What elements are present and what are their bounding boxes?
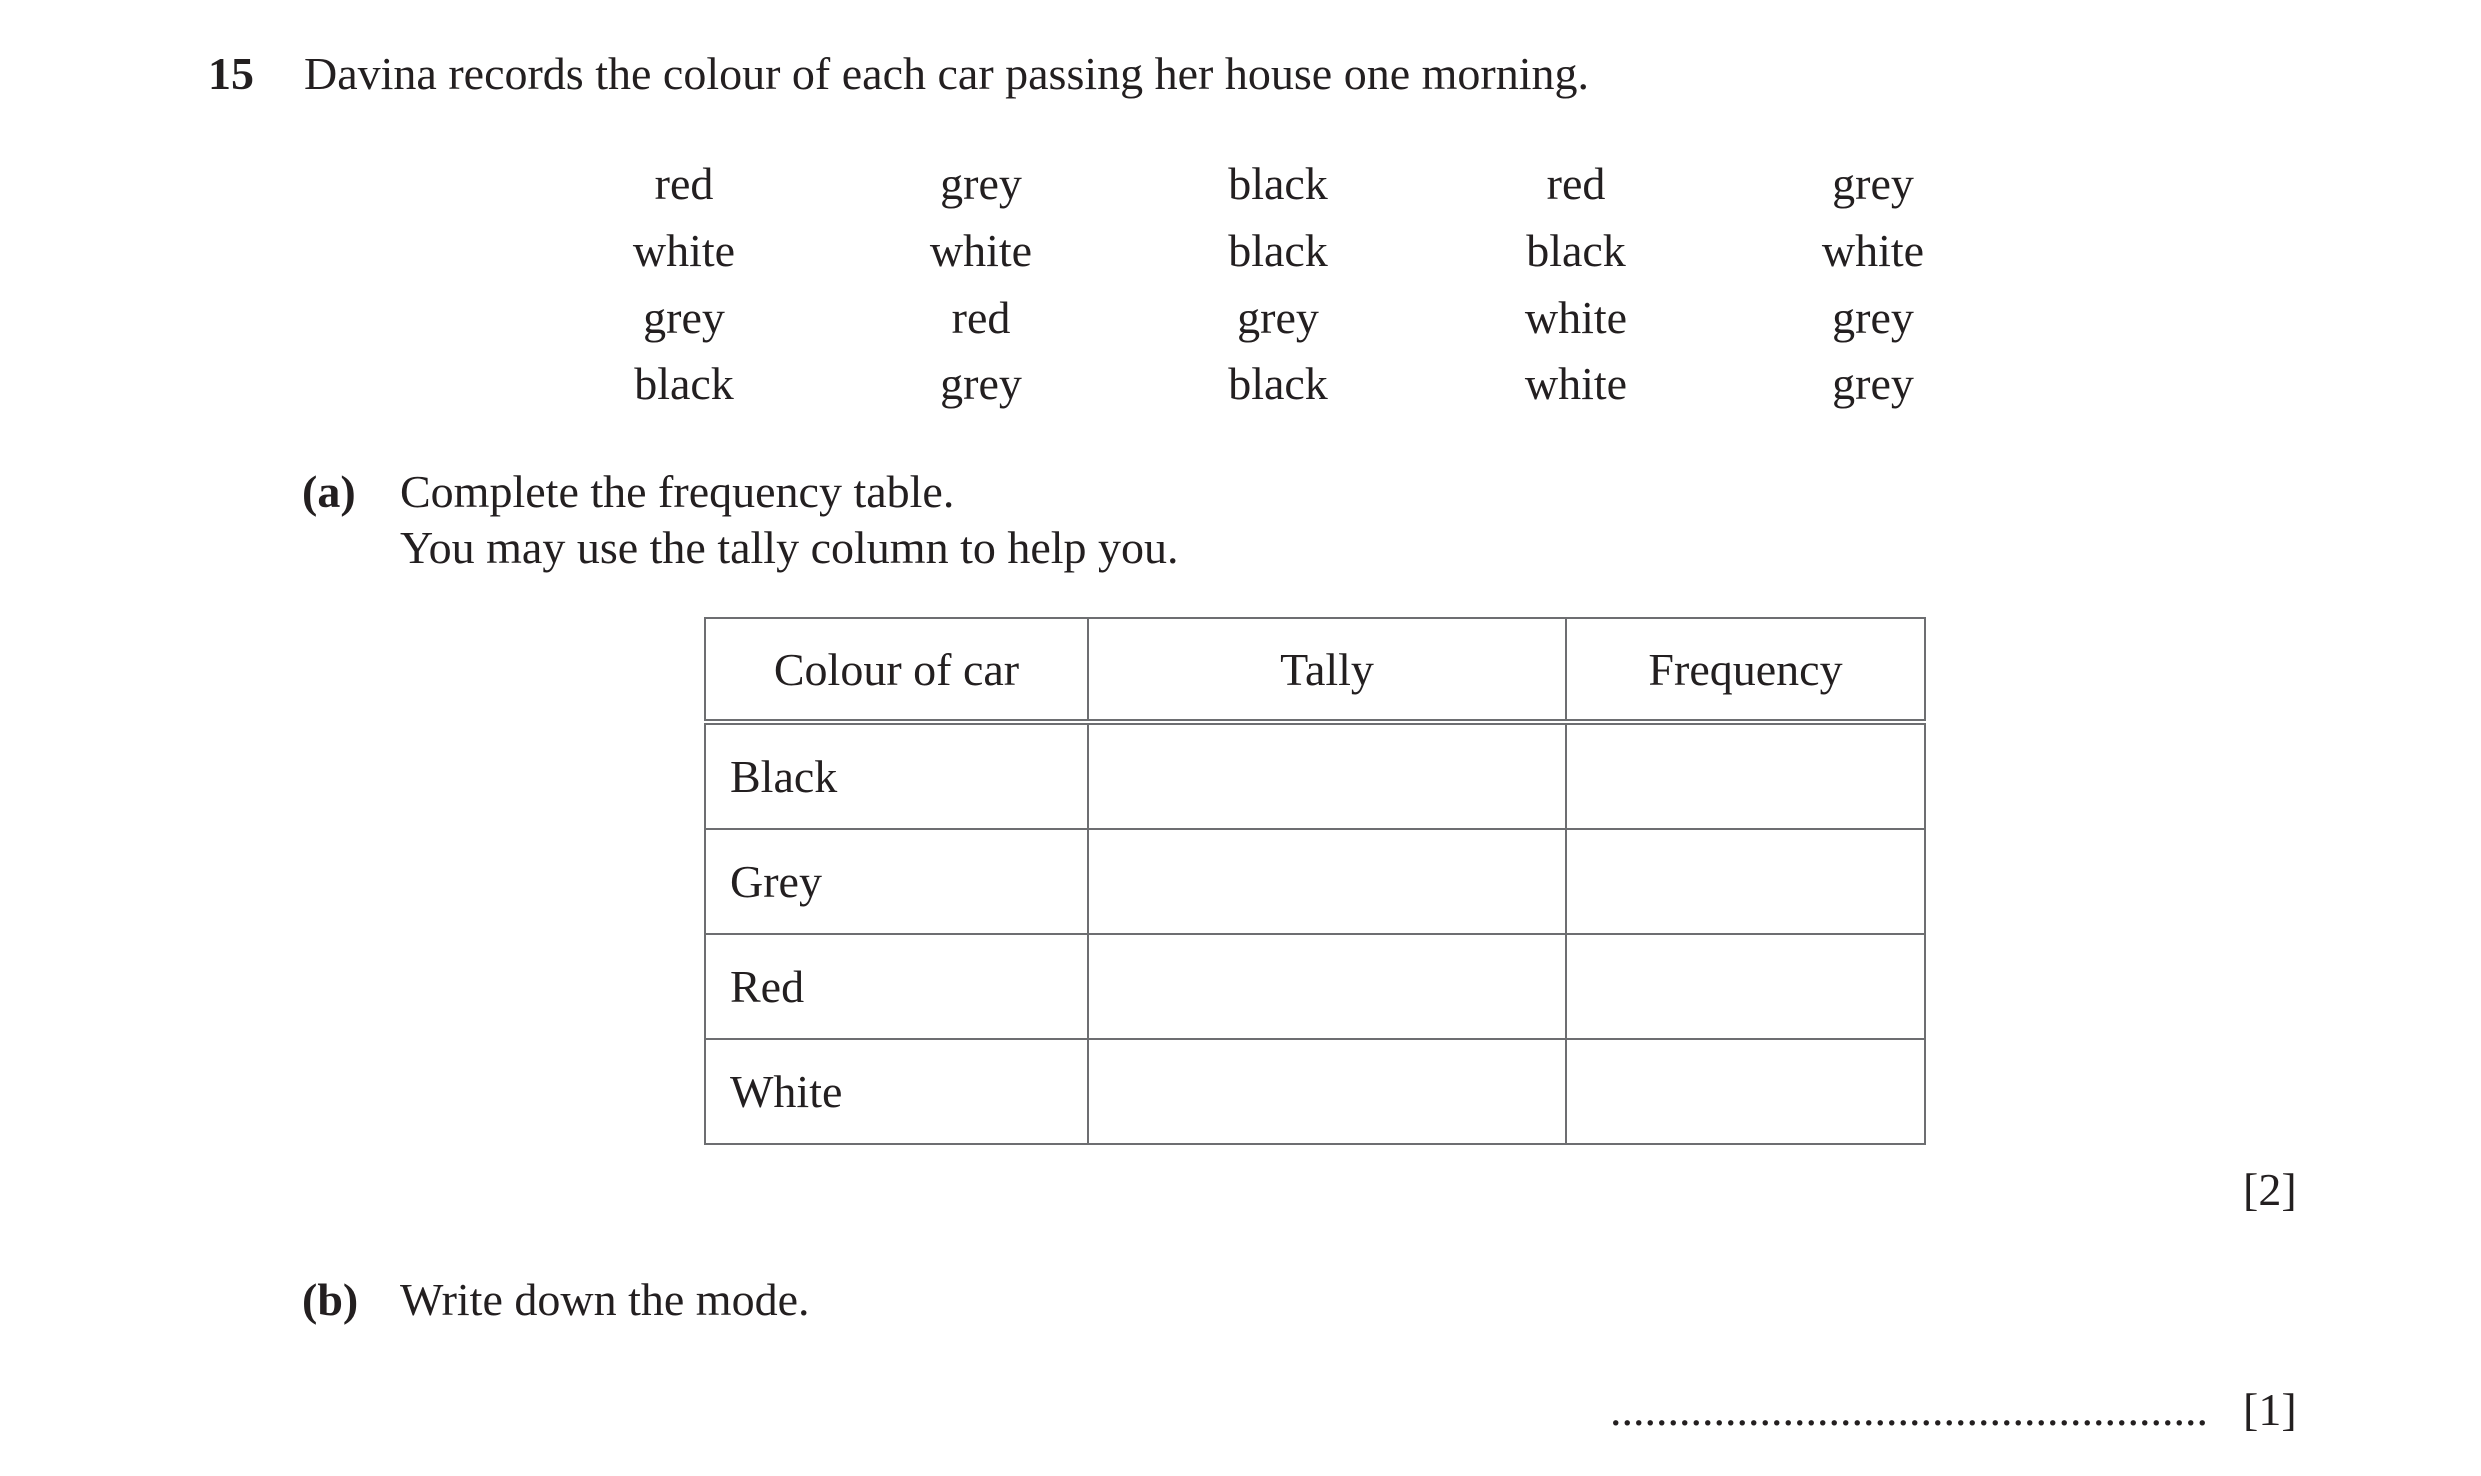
data-cell: black [1228,158,1328,209]
frequency-cell-red[interactable] [1566,934,1925,1039]
question-number: 15 [208,48,254,99]
tally-cell-grey[interactable] [1088,829,1566,934]
data-cell: grey [1237,292,1319,343]
part-a-marks: [2] [2243,1164,2297,1215]
data-cell: black [1526,225,1626,276]
part-b-marks: [1] [2243,1384,2297,1435]
data-cell: black [634,358,734,409]
header-colour-of-car: Colour of car [705,618,1088,722]
data-cell: grey [1832,292,1914,343]
data-cell: red [951,292,1011,343]
question-text: Davina records the colour of each car passing her house one morning. [304,48,1589,99]
data-cell: white [1821,225,1925,276]
car-colour-data [0,0,2481,420]
data-cell: grey [1832,158,1914,209]
tally-cell-red[interactable] [1088,934,1566,1039]
part-a-line2: You may use the tally column to help you. [400,522,1179,573]
table-row [705,722,1925,829]
row-colour-label: Red [705,934,1088,1039]
frequency-cell-white[interactable] [1566,1039,1925,1144]
data-cell: white [1524,292,1628,343]
mode-answer-line[interactable]: .................................................... [1610,1384,2208,1435]
table-header-row [705,618,1925,722]
data-cell: grey [643,292,725,343]
header-frequency: Frequency [1566,618,1925,722]
data-cell: white [632,225,736,276]
data-cell: grey [940,158,1022,209]
tally-cell-black[interactable] [1088,722,1566,829]
data-cell: red [654,158,714,209]
data-cell: black [1228,358,1328,409]
row-colour-label: Black [705,722,1088,829]
data-cell: white [1524,358,1628,409]
header-tally: Tally [1088,618,1566,722]
data-cell: red [1546,158,1606,209]
part-a-line1: Complete the frequency table. [400,466,955,517]
frequency-cell-black[interactable] [1566,722,1925,829]
row-colour-label: Grey [705,829,1088,934]
table-row [705,829,1925,934]
data-cell: grey [940,358,1022,409]
data-cell: black [1228,225,1328,276]
frequency-table [704,617,1926,1145]
row-colour-label: White [705,1039,1088,1144]
tally-cell-white[interactable] [1088,1039,1566,1144]
part-b-label: (b) [302,1274,359,1325]
data-cell: white [929,225,1033,276]
part-b-text: Write down the mode. [400,1274,810,1325]
data-cell: grey [1832,358,1914,409]
frequency-cell-grey[interactable] [1566,829,1925,934]
table-row [705,1039,1925,1144]
table-row [705,934,1925,1039]
part-a-label: (a) [302,466,356,517]
